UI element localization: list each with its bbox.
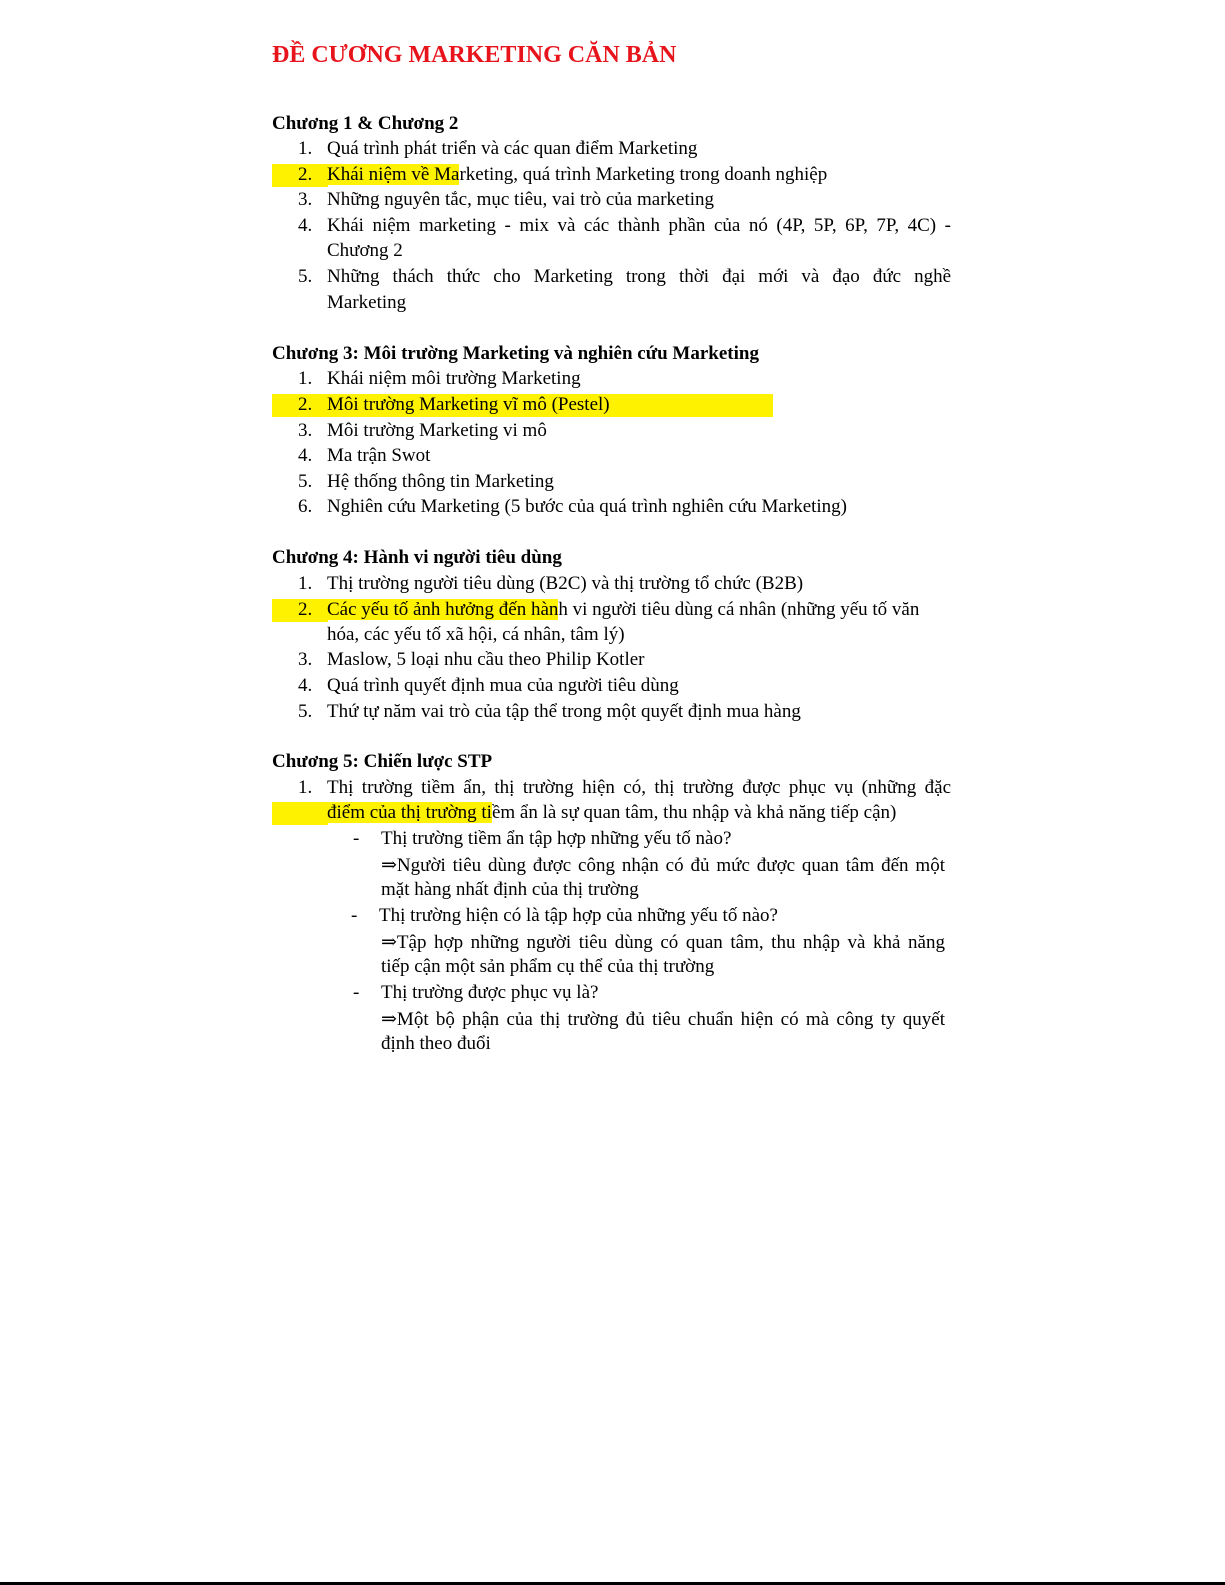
ch1-item-2-number: 2. xyxy=(298,164,313,185)
ch3-item-6-text: Nghiên cứu Marketing (5 bước của quá trình nghiên cứu Marketing) xyxy=(327,496,848,517)
ch5-sub-3-dash: - xyxy=(353,982,360,1003)
ch1-item-2-text xyxy=(327,164,827,186)
ch5-sub-2-dash: - xyxy=(351,905,358,926)
ch1-item-4-number: 4. xyxy=(298,215,313,236)
ch3-item-2-text: Môi trường Marketing vĩ mô (Pestel) xyxy=(327,394,610,415)
ch5-sub-2-answer-line-2: tiếp cận một sản phẩm cụ thể của thị trường xyxy=(381,956,715,977)
ch4-item-1-text: Thị trường người tiêu dùng (B2C) và thị trường tổ chức (B2B) xyxy=(327,573,804,594)
ch5-item-1-line-1: Thị trường tiềm ẩn, thị trường hiện có, thị trường được phục vụ (những đặc xyxy=(327,777,951,798)
chapter-3-heading: Chương 3: Môi trường Marketing và nghiên cứu Marketing xyxy=(272,343,759,364)
ch4-item-3-number: 3. xyxy=(298,649,313,670)
ch5-item-1-rest-text: ềm ẩn là sự quan tâm, thu nhập và khả năng tiếp cận) xyxy=(491,802,897,823)
ch5-sub-3-question: Thị trường được phục vụ là? xyxy=(381,982,599,1003)
ch5-sub-1-dash: - xyxy=(353,828,360,849)
ch5-sub-3-answer-line-2: định theo đuổi xyxy=(381,1033,491,1054)
ch1-item-5-number: 5. xyxy=(298,266,313,287)
ch1-item-1-number: 1. xyxy=(298,138,313,159)
ch5-sub-1-answer-line-2: mặt hàng nhất định của thị trường xyxy=(381,879,639,900)
ch3-item-1-text: Khái niệm môi trường Marketing xyxy=(327,368,581,389)
ch3-item-4-number: 4. xyxy=(298,445,313,466)
ch5-sub-2-question: Thị trường hiện có là tập hợp của những yếu tố nào? xyxy=(379,905,778,926)
ch3-item-5-text: Hệ thống thông tin Marketing xyxy=(327,471,554,492)
document-title: ĐỀ CƯƠNG MARKETING CĂN BẢN xyxy=(272,42,677,68)
ch5-sub-1-question: Thị trường tiềm ẩn tập hợp những yếu tố nào? xyxy=(381,828,732,849)
ch5-sub-2-answer-line-1: ⇒Tập hợp những người tiêu dùng có quan tâm, thu nhập và khả năng xyxy=(381,932,945,953)
ch4-item-2-line-2: hóa, các yếu tố xã hội, cá nhân, tâm lý) xyxy=(327,624,625,645)
ch3-item-3-text: Môi trường Marketing vi mô xyxy=(327,420,547,441)
ch1-item-4-line-2: Chương 2 xyxy=(327,240,403,261)
ch1-item-5-line-2: Marketing xyxy=(327,292,407,313)
ch5-item-1-highlighted-text: điểm của thị trường ti xyxy=(327,802,492,823)
ch1-item-2-highlighted-text: Khái niệm về Ma xyxy=(327,164,460,185)
ch4-item-5-text: Thứ tự năm vai trò của tập thể trong một quyết định mua hàng xyxy=(327,701,801,722)
ch5-item-1-highlight-marker xyxy=(272,802,328,825)
ch3-item-1-number: 1. xyxy=(298,368,313,389)
ch1-item-5-line-1: Những thách thức cho Marketing trong thời đại mới và đạo đức nghề xyxy=(327,266,951,287)
ch4-item-2-text xyxy=(327,599,919,621)
ch1-item-4-line-1: Khái niệm marketing - mix và các thành phần của nó (4P, 5P, 6P, 7P, 4C) - xyxy=(327,215,951,236)
ch4-item-1-number: 1. xyxy=(298,573,313,594)
chapter-1-heading: Chương 1 & Chương 2 xyxy=(272,113,459,134)
ch5-item-1-line-2 xyxy=(327,802,896,824)
ch5-sub-1-answer-line-1: ⇒Người tiêu dùng được công nhận có đủ mức được quan tâm đến một xyxy=(381,855,945,876)
ch3-item-3-number: 3. xyxy=(298,420,313,441)
ch3-item-2-number: 2. xyxy=(298,394,313,415)
ch1-item-3-text: Những nguyên tắc, mục tiêu, vai trò của marketing xyxy=(327,189,715,210)
ch4-item-2-rest-text: h vi người tiêu dùng cá nhân (những yếu tố văn xyxy=(558,599,920,620)
ch4-item-2-highlighted-text: Các yếu tố ảnh hưởng đến hàn xyxy=(327,599,559,620)
ch1-item-2-rest-text: rketing, quá trình Marketing trong doanh nghiệp xyxy=(459,164,828,185)
ch1-item-1-text: Quá trình phát triển và các quan điểm Marketing xyxy=(327,138,698,159)
ch1-item-3-number: 3. xyxy=(298,189,313,210)
ch3-item-5-number: 5. xyxy=(298,471,313,492)
ch3-item-6-number: 6. xyxy=(298,496,313,517)
ch3-item-4-text: Ma trận Swot xyxy=(327,445,431,466)
ch5-sub-3-answer-line-1: ⇒Một bộ phận của thị trường đủ tiêu chuẩn hiện có mà công ty quyết xyxy=(381,1009,945,1030)
ch4-item-4-text: Quá trình quyết định mua của người tiêu dùng xyxy=(327,675,679,696)
ch5-item-1-number: 1. xyxy=(298,777,313,798)
ch4-item-3-text: Maslow, 5 loại nhu cầu theo Philip Kotler xyxy=(327,649,645,670)
ch4-item-4-number: 4. xyxy=(298,675,313,696)
ch4-item-5-number: 5. xyxy=(298,701,313,722)
chapter-4-heading: Chương 4: Hành vi người tiêu dùng xyxy=(272,547,562,568)
chapter-5-heading: Chương 5: Chiến lược STP xyxy=(272,751,493,772)
ch4-item-2-number: 2. xyxy=(298,599,313,620)
